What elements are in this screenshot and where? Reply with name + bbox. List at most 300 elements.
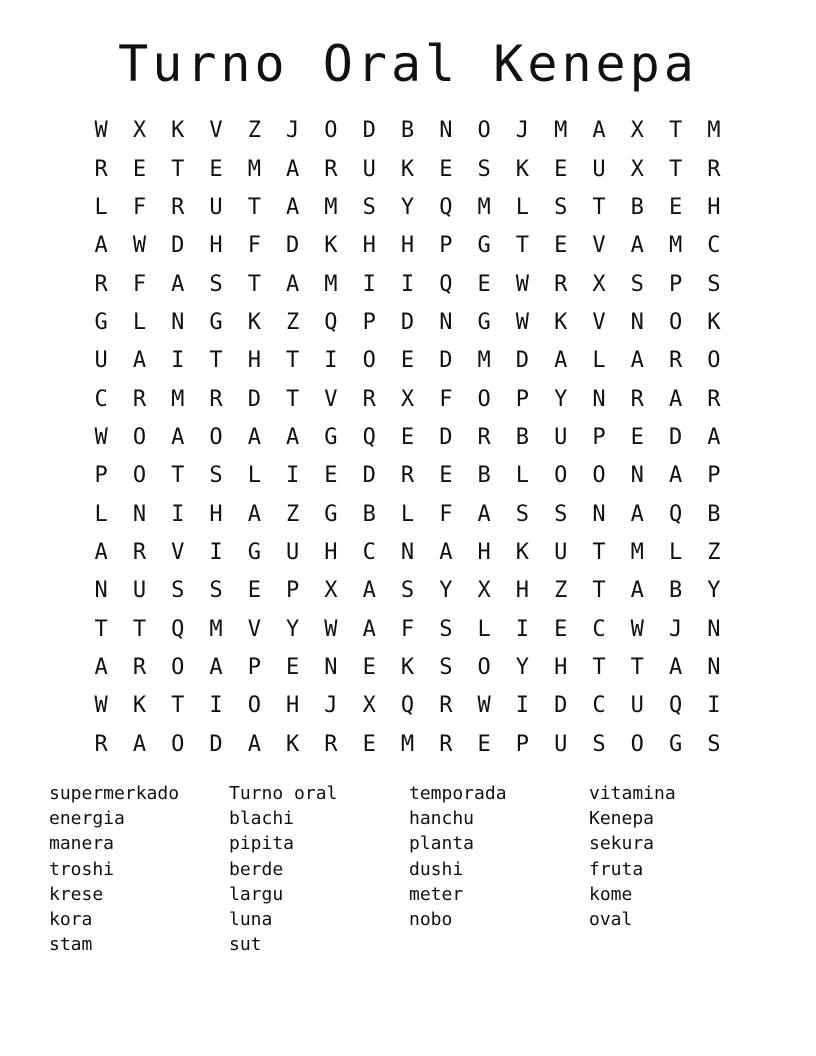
grid-letter[interactable]: V [209, 118, 223, 144]
grid-letter[interactable]: Z [286, 501, 300, 527]
grid-letter[interactable]: T [94, 616, 108, 642]
grid-letter[interactable]: E [362, 731, 376, 757]
grid-letter[interactable]: A [247, 424, 261, 450]
grid-letter[interactable]: R [324, 156, 338, 182]
grid-letter[interactable]: A [630, 233, 644, 259]
grid-letter[interactable]: O [132, 463, 147, 489]
grid-letter[interactable]: W [94, 118, 108, 144]
grid-letter[interactable]: Q [439, 271, 453, 297]
grid-letter[interactable]: R [707, 156, 721, 182]
grid-letter[interactable]: D [400, 309, 415, 335]
grid-letter[interactable]: H [477, 539, 491, 565]
grid-letter[interactable]: G [247, 539, 261, 565]
grid-letter[interactable]: L [515, 194, 530, 220]
grid-letter[interactable]: O [554, 463, 568, 489]
grid-letter[interactable]: O [171, 654, 185, 680]
grid-letter[interactable]: S [209, 463, 223, 489]
grid-letter[interactable]: X [592, 271, 606, 297]
grid-letter[interactable]: A [94, 539, 108, 565]
grid-letter[interactable]: H [324, 539, 338, 565]
grid-letter[interactable]: S [515, 501, 530, 527]
grid-letter[interactable]: A [286, 194, 300, 220]
grid-letter[interactable]: L [515, 463, 530, 489]
word-list-item: temporada [409, 783, 507, 804]
grid-letter[interactable]: X [132, 118, 147, 144]
grid-letter[interactable]: S [630, 271, 644, 297]
grid-letter[interactable]: T [209, 348, 223, 374]
grid-letter[interactable]: E [400, 348, 415, 374]
grid-letter[interactable]: G [477, 233, 491, 259]
grid-letter[interactable]: O [477, 118, 491, 144]
grid-letter[interactable]: W [515, 271, 530, 297]
grid-letter[interactable]: F [132, 271, 147, 297]
grid-letter[interactable]: H [247, 348, 261, 374]
grid-letter[interactable]: U [286, 539, 300, 565]
grid-letter[interactable]: Z [707, 539, 721, 565]
grid-letter[interactable]: O [209, 424, 223, 450]
grid-letter[interactable]: L [132, 309, 147, 335]
grid-letter[interactable]: D [554, 693, 568, 719]
grid-letter[interactable]: J [286, 118, 300, 144]
grid-letter[interactable]: N [132, 501, 147, 527]
grid-letter[interactable]: R [324, 731, 338, 757]
grid-letter[interactable]: C [707, 233, 721, 259]
grid-letter[interactable]: S [209, 271, 223, 297]
grid-letter[interactable]: H [286, 693, 300, 719]
grid-letter[interactable]: H [554, 654, 568, 680]
grid-letter[interactable]: D [439, 424, 453, 450]
grid-letter[interactable]: T [592, 194, 606, 220]
grid-letter[interactable]: A [668, 386, 683, 412]
grid-letter[interactable]: U [554, 731, 568, 757]
grid-letter[interactable]: R [94, 731, 108, 757]
grid-letter[interactable]: E [362, 654, 376, 680]
grid-letter[interactable]: A [171, 424, 185, 450]
grid-letter[interactable]: G [94, 309, 108, 335]
grid-letter[interactable]: K [515, 539, 530, 565]
grid-letter[interactable]: R [94, 271, 108, 297]
grid-letter[interactable]: Y [707, 578, 721, 604]
grid-letter[interactable]: S [362, 194, 376, 220]
grid-letter[interactable]: P [515, 731, 530, 757]
grid-letter[interactable]: O [324, 118, 338, 144]
grid-letter[interactable]: V [324, 386, 338, 412]
grid-letter[interactable]: L [400, 501, 415, 527]
grid-letter[interactable]: D [171, 233, 185, 259]
grid-letter[interactable]: K [286, 731, 300, 757]
grid-letter[interactable]: W [477, 693, 491, 719]
grid-letter[interactable]: U [630, 693, 644, 719]
grid-letter[interactable]: A [286, 156, 300, 182]
grid-letter[interactable]: I [286, 463, 300, 489]
grid-letter[interactable]: T [592, 539, 606, 565]
grid-letter[interactable]: I [171, 348, 185, 374]
grid-letter[interactable]: R [668, 348, 683, 374]
grid-letter[interactable]: D [515, 348, 530, 374]
grid-letter[interactable]: L [668, 539, 683, 565]
grid-letter[interactable]: S [439, 616, 453, 642]
grid-letter[interactable]: N [630, 463, 644, 489]
grid-letter[interactable]: T [171, 693, 185, 719]
grid-letter[interactable]: I [209, 539, 223, 565]
grid-letter[interactable]: Z [554, 578, 568, 604]
grid-letter[interactable]: B [400, 118, 415, 144]
grid-letter[interactable]: O [362, 348, 376, 374]
grid-letter[interactable]: T [515, 233, 530, 259]
grid-letter[interactable]: S [209, 578, 223, 604]
grid-letter[interactable]: E [209, 156, 223, 182]
grid-letter[interactable]: H [209, 233, 223, 259]
grid-letter[interactable]: S [554, 501, 568, 527]
grid-letter[interactable]: J [324, 693, 338, 719]
grid-letter[interactable]: E [668, 194, 683, 220]
grid-letter[interactable]: W [630, 616, 644, 642]
grid-letter[interactable]: K [515, 156, 530, 182]
grid-letter[interactable]: X [630, 156, 644, 182]
grid-letter[interactable]: B [707, 501, 721, 527]
grid-letter[interactable]: H [707, 194, 721, 220]
grid-letter[interactable]: Z [247, 118, 261, 144]
grid-letter[interactable]: Q [439, 194, 453, 220]
grid-letter[interactable]: T [286, 348, 300, 374]
grid-letter[interactable]: M [324, 194, 338, 220]
grid-letter[interactable]: E [554, 156, 568, 182]
grid-letter[interactable]: W [132, 233, 147, 259]
grid-letter[interactable]: V [171, 539, 185, 565]
grid-letter[interactable]: I [400, 271, 415, 297]
grid-letter[interactable]: T [171, 463, 185, 489]
grid-letter[interactable]: G [668, 731, 683, 757]
grid-letter[interactable]: R [439, 731, 453, 757]
grid-letter[interactable]: T [592, 578, 606, 604]
grid-letter[interactable]: A [286, 424, 300, 450]
grid-letter[interactable]: T [286, 386, 300, 412]
grid-letter[interactable]: M [247, 156, 261, 182]
word-list-item: vitamina [589, 783, 676, 804]
grid-letter[interactable]: V [592, 309, 606, 335]
grid-letter[interactable]: R [554, 271, 568, 297]
word-list-item: dushi [409, 858, 464, 880]
grid-letter[interactable]: A [362, 578, 376, 604]
grid-letter[interactable]: G [477, 309, 491, 335]
grid-letter[interactable]: R [132, 386, 147, 412]
grid-letter[interactable]: A [707, 424, 721, 450]
grid-letter[interactable]: R [439, 693, 453, 719]
grid-letter[interactable]: O [247, 693, 261, 719]
grid-letter[interactable]: T [592, 654, 606, 680]
grid-letter[interactable]: D [247, 386, 261, 412]
grid-letter[interactable]: S [707, 731, 721, 757]
grid-letter[interactable]: S [477, 156, 491, 182]
word-list-item: sut [229, 934, 262, 956]
grid-letter[interactable]: N [592, 386, 606, 412]
grid-letter[interactable]: F [439, 386, 453, 412]
grid-letter[interactable]: W [515, 309, 530, 335]
grid-letter[interactable]: S [171, 578, 185, 604]
grid-letter[interactable]: R [400, 463, 415, 489]
grid-letter[interactable]: O [707, 348, 721, 374]
grid-letter[interactable]: M [477, 194, 491, 220]
grid-letter[interactable]: B [630, 194, 644, 220]
grid-letter[interactable]: R [707, 386, 721, 412]
grid-letter[interactable]: K [247, 309, 261, 335]
word-list-item: luna [229, 908, 273, 930]
grid-letter[interactable]: R [209, 386, 223, 412]
grid-letter[interactable]: P [439, 233, 453, 259]
grid-letter[interactable]: A [247, 501, 261, 527]
grid-letter[interactable]: P [247, 654, 261, 680]
grid-letter[interactable]: S [592, 731, 606, 757]
grid-letter[interactable]: O [477, 654, 491, 680]
grid-letter[interactable]: P [668, 271, 683, 297]
grid-letter[interactable]: Y [554, 386, 568, 412]
grid-letter[interactable]: M [477, 348, 491, 374]
grid-letter[interactable]: M [324, 271, 338, 297]
grid-letter[interactable]: H [400, 233, 415, 259]
grid-letter[interactable]: A [668, 654, 683, 680]
grid-letter[interactable]: N [400, 539, 415, 565]
grid-letter[interactable]: G [324, 424, 338, 450]
grid-letter[interactable]: X [324, 578, 338, 604]
grid-letter[interactable]: Q [171, 616, 185, 642]
grid-letter[interactable]: C [592, 693, 606, 719]
grid-letter[interactable]: K [400, 654, 415, 680]
grid-letter[interactable]: R [477, 424, 491, 450]
grid-letter[interactable]: T [132, 616, 147, 642]
grid-letter[interactable]: I [515, 693, 530, 719]
grid-letter[interactable]: I [171, 501, 185, 527]
grid-letter[interactable]: U [209, 194, 223, 220]
grid-letter[interactable]: A [630, 501, 644, 527]
grid-letter[interactable]: E [554, 233, 568, 259]
grid-letter[interactable]: K [400, 156, 415, 182]
grid-letter[interactable]: V [592, 233, 606, 259]
grid-letter[interactable]: B [515, 424, 530, 450]
grid-letter[interactable]: N [439, 118, 453, 144]
grid-letter[interactable]: E [400, 424, 415, 450]
grid-letter[interactable]: N [707, 654, 721, 680]
grid-letter[interactable]: L [94, 501, 108, 527]
grid-letter[interactable]: L [592, 348, 606, 374]
grid-letter[interactable]: N [94, 578, 108, 604]
grid-letter[interactable]: T [247, 194, 261, 220]
grid-letter[interactable]: E [324, 463, 338, 489]
grid-letter[interactable]: J [515, 118, 530, 144]
grid-letter[interactable]: A [132, 348, 147, 374]
grid-letter[interactable]: A [630, 578, 644, 604]
grid-letter[interactable]: A [247, 731, 261, 757]
grid-letter[interactable]: Q [362, 424, 376, 450]
grid-letter[interactable]: D [439, 348, 453, 374]
grid-letter[interactable]: P [515, 386, 530, 412]
grid-letter[interactable]: O [592, 463, 606, 489]
grid-letter[interactable]: N [439, 309, 453, 335]
grid-letter[interactable]: U [94, 348, 108, 374]
grid-letter[interactable]: U [362, 156, 376, 182]
grid-letter[interactable]: Q [668, 501, 683, 527]
grid-letter[interactable]: G [324, 501, 338, 527]
grid-letter[interactable]: K [707, 309, 721, 335]
grid-letter[interactable]: R [630, 386, 644, 412]
grid-letter[interactable]: I [707, 693, 721, 719]
grid-letter[interactable]: A [439, 539, 453, 565]
grid-letter[interactable]: W [94, 693, 108, 719]
grid-letter[interactable]: S [439, 654, 453, 680]
grid-letter[interactable]: P [94, 463, 108, 489]
grid-letter[interactable]: W [94, 424, 108, 450]
grid-letter[interactable]: G [209, 309, 223, 335]
grid-letter[interactable]: N [630, 309, 644, 335]
grid-letter[interactable]: X [400, 386, 415, 412]
grid-letter[interactable]: I [209, 693, 223, 719]
grid-letter[interactable]: R [132, 539, 147, 565]
grid-letter[interactable]: T [171, 156, 185, 182]
grid-letter[interactable]: V [247, 616, 261, 642]
grid-letter[interactable]: R [362, 386, 376, 412]
grid-letter[interactable]: S [707, 271, 721, 297]
grid-letter[interactable]: H [362, 233, 376, 259]
grid-letter[interactable]: A [592, 118, 606, 144]
grid-letter[interactable]: E [439, 156, 453, 182]
grid-letter[interactable]: A [286, 271, 300, 297]
grid-letter[interactable]: H [515, 578, 530, 604]
grid-letter[interactable]: C [94, 386, 108, 412]
grid-letter[interactable]: A [171, 271, 185, 297]
grid-letter[interactable]: Y [286, 616, 300, 642]
grid-letter[interactable]: U [554, 424, 568, 450]
word-list [49, 781, 789, 957]
grid-letter[interactable]: B [477, 463, 491, 489]
grid-letter[interactable]: N [171, 309, 185, 335]
grid-letter[interactable]: Y [400, 194, 415, 220]
grid-letter[interactable]: X [362, 693, 376, 719]
grid-letter[interactable]: S [554, 194, 568, 220]
grid-letter[interactable]: K [171, 118, 185, 144]
grid-letter[interactable]: E [477, 271, 491, 297]
grid-letter[interactable]: F [247, 233, 261, 259]
grid-letter[interactable]: I [362, 271, 376, 297]
grid-letter[interactable]: U [132, 578, 147, 604]
grid-letter[interactable]: M [400, 731, 415, 757]
grid-letter[interactable]: K [132, 693, 147, 719]
grid-letter[interactable]: L [247, 463, 261, 489]
grid-letter[interactable]: E [247, 578, 261, 604]
grid-letter[interactable]: W [324, 616, 338, 642]
grid-letter[interactable]: O [171, 731, 185, 757]
grid-letter[interactable]: O [132, 424, 147, 450]
grid-letter[interactable]: E [554, 616, 568, 642]
grid-letter[interactable]: A [209, 654, 223, 680]
grid-letter[interactable]: O [477, 386, 491, 412]
grid-letter[interactable]: N [707, 616, 721, 642]
word-list-item: stam [49, 934, 93, 956]
grid-letter[interactable]: D [209, 731, 223, 757]
grid-letter[interactable]: M [171, 386, 185, 412]
grid-letter[interactable]: H [209, 501, 223, 527]
grid-letter[interactable]: T [668, 118, 683, 144]
grid-letter[interactable]: D [362, 463, 376, 489]
grid-letter[interactable]: E [477, 731, 491, 757]
grid-letter[interactable]: A [94, 654, 108, 680]
grid-letter[interactable]: E [439, 463, 453, 489]
grid-letter[interactable]: P [592, 424, 606, 450]
grid-letter[interactable]: M [668, 233, 683, 259]
grid-letter[interactable]: E [132, 156, 147, 182]
grid-letter[interactable]: B [668, 578, 683, 604]
grid-letter[interactable]: F [132, 194, 147, 220]
grid-letter[interactable]: T [247, 271, 261, 297]
grid-letter[interactable]: X [630, 118, 644, 144]
grid-letter[interactable]: J [668, 616, 683, 642]
grid-letter[interactable]: P [707, 463, 721, 489]
grid-letter[interactable]: M [707, 118, 721, 144]
grid-letter[interactable]: D [362, 118, 376, 144]
word-list-item: Turno oral [229, 783, 338, 804]
grid-letter[interactable]: Y [515, 654, 530, 680]
grid-letter[interactable]: S [400, 578, 415, 604]
grid-letter[interactable]: R [132, 654, 147, 680]
grid-letter[interactable]: D [286, 233, 300, 259]
grid-letter[interactable]: A [668, 463, 683, 489]
grid-letter[interactable]: D [668, 424, 683, 450]
grid-letter[interactable]: F [439, 501, 453, 527]
grid-letter[interactable]: M [630, 539, 644, 565]
grid-letter[interactable]: I [515, 616, 530, 642]
grid-letter[interactable]: A [630, 348, 644, 374]
grid-letter[interactable]: E [286, 654, 300, 680]
grid-letter[interactable]: I [324, 348, 338, 374]
grid-letter[interactable]: A [554, 348, 568, 374]
grid-letter[interactable]: Y [439, 578, 453, 604]
grid-letter[interactable]: B [362, 501, 376, 527]
grid-letter[interactable]: K [324, 233, 338, 259]
grid-letter[interactable]: L [477, 616, 491, 642]
word-list-item: blachi [229, 808, 295, 830]
grid-letter[interactable]: T [668, 156, 683, 182]
grid-letter[interactable]: U [592, 156, 606, 182]
grid-letter[interactable]: L [94, 194, 108, 220]
grid-letter[interactable]: C [362, 539, 376, 565]
grid-letter[interactable]: Q [400, 693, 415, 719]
grid-letter[interactable]: R [171, 194, 185, 220]
grid-letter[interactable]: P [286, 578, 300, 604]
grid-letter[interactable]: Q [324, 309, 338, 335]
grid-letter[interactable]: U [554, 539, 568, 565]
grid-letter[interactable]: C [592, 616, 606, 642]
grid-letter[interactable]: A [94, 233, 108, 259]
word-list-item: pipita [229, 833, 295, 855]
grid-letter[interactable]: O [668, 309, 683, 335]
word-list-item: krese [49, 883, 104, 905]
grid-letter[interactable]: K [554, 309, 568, 335]
grid-letter[interactable]: X [477, 578, 491, 604]
grid-letter[interactable]: N [324, 654, 338, 680]
grid-letter[interactable]: Z [286, 309, 300, 335]
grid-letter[interactable]: A [477, 501, 491, 527]
grid-letter[interactable]: P [362, 309, 376, 335]
grid-letter[interactable]: M [554, 118, 568, 144]
grid-letter[interactable]: F [400, 616, 415, 642]
grid-letter[interactable]: N [592, 501, 606, 527]
grid-letter[interactable]: A [362, 616, 376, 642]
grid-letter[interactable]: E [630, 424, 644, 450]
grid-letter[interactable]: M [209, 616, 223, 642]
grid-letter[interactable]: T [630, 654, 644, 680]
grid-letter[interactable]: A [132, 731, 147, 757]
grid-letter[interactable]: O [630, 731, 644, 757]
grid-letter[interactable]: Q [668, 693, 683, 719]
grid-letter[interactable]: R [94, 156, 108, 182]
